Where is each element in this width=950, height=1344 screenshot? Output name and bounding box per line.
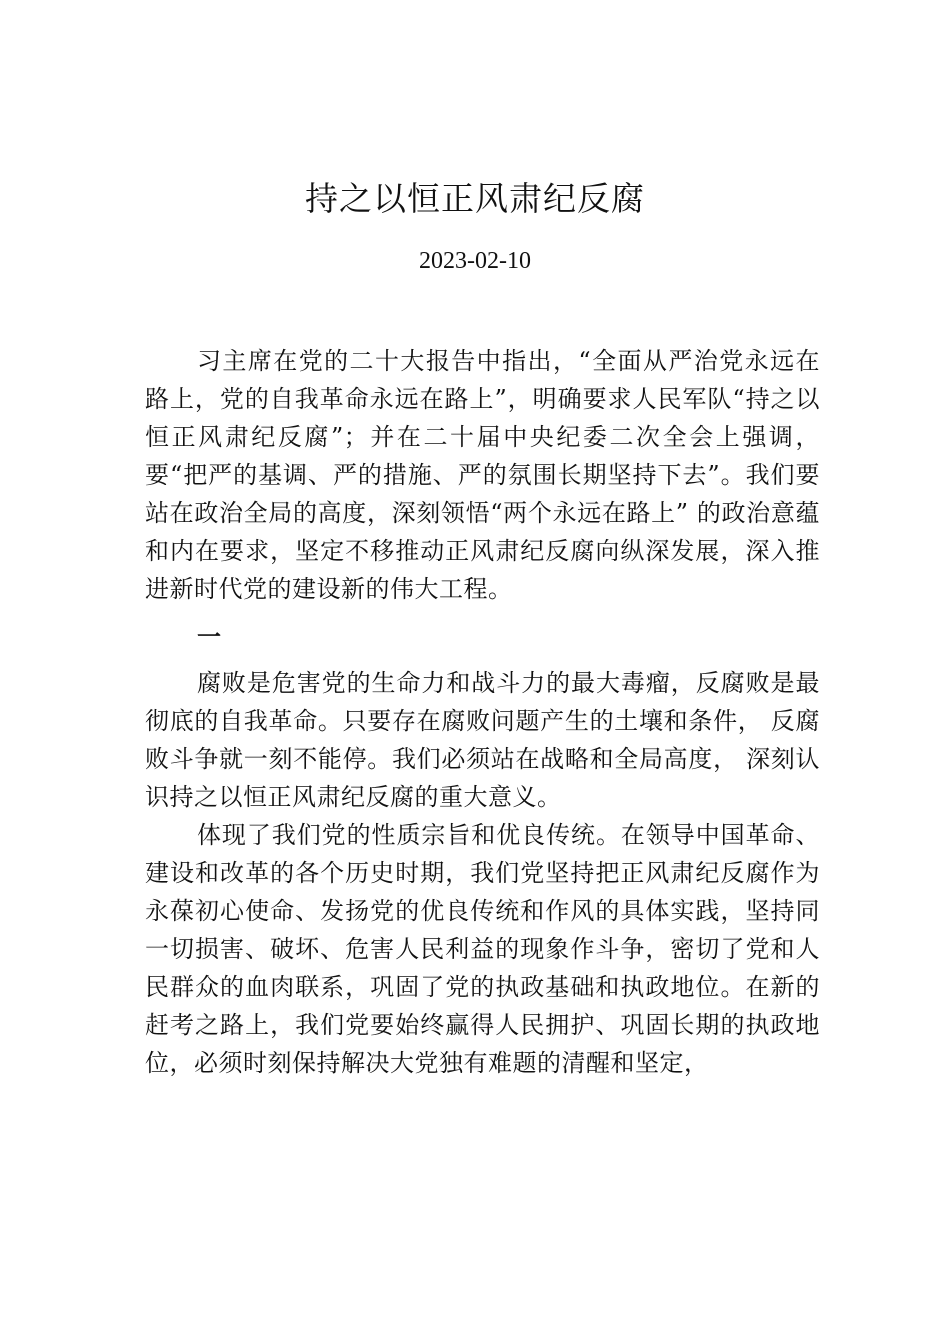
paragraph-tradition: 体现了我们党的性质宗旨和优良传统。在领导中国革命、建设和改革的各个历史时期，我们党坚持把正风肃纪反腐作为永葆初心使命、发扬党的优良传统和作风的具体实践，坚持同一切损害、破坏、危害人民利益的现象作斗争，密切了党和人民群众的血肉联系，巩固了党的执政基础和执政地位。在新的赶考之路上，我们党要始终赢得人民拥护、巩固长期的执政地位，必须时刻保持解决大党独有难题的清醒和坚定， [145, 821, 820, 1077]
paragraph-significance: 腐败是危害党的生命力和战斗力的最大毒瘤，反腐败是最彻底的自我革命。只要存在腐败问题产生的土壤和条件， 反腐败斗争就一刻不能停。我们必须站在战略和全局高度， 深刻认识持之以恒正风肃纪反腐的重大意义。 [145, 669, 820, 811]
paragraph-intro: 习主席在党的二十大报告中指出，“全面从严治党永远在路上，党的自我革命永远在路上”，明确要求人民军队“持之以恒正风肃纪反腐”；并在二十届中央纪委二次全会上强调，要“把严的基调、严的措施、严的氛围长期坚持下去”。我们要站在政治全局的高度，深刻领悟“两个永远在路上” 的政治意蕴和内在要求，坚定不移推动正风肃纪反腐向纵深发展，深入推进新时代党的建设新的伟大工程。 [145, 347, 820, 603]
section-number: 一 [197, 622, 221, 651]
document-title: 持之以恒正风肃纪反腐 [305, 179, 645, 218]
document-date: 2023-02-10 [419, 248, 531, 274]
